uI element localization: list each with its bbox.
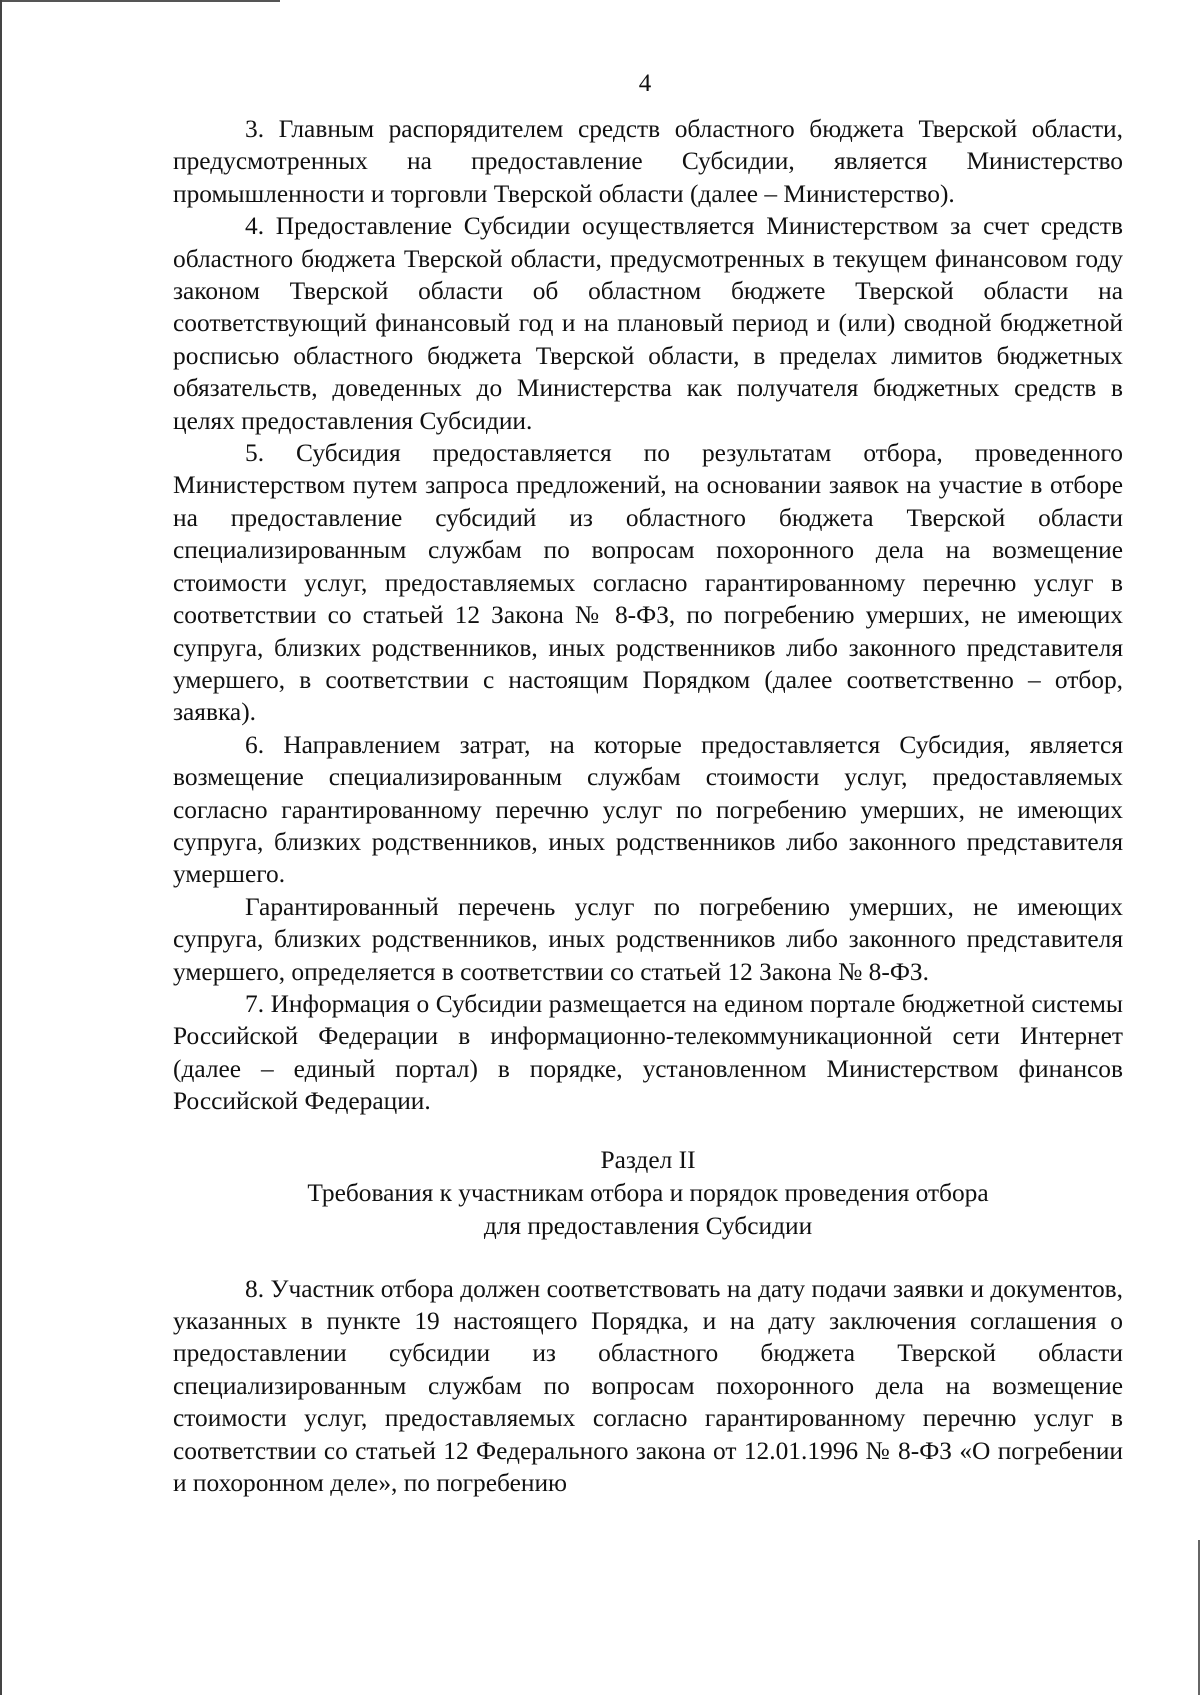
paragraph-8: 8. Участник отбора должен соответствовать на дату подачи заявки и документов, указанных в пункте 19 настоящего Порядка, и на дату заключения соглашения о предоставлении субсидии из областного бюджета Тверской области специализированным службам по вопросам похоронного дела на возмещение стоимости услуг, предоставляемых согласно гарантированному перечню услуг в соответствии со статьей 12 Федерального закона от 12.01.1996 № 8-ФЗ «О погребении и похоронном деле», по погребению — [173, 1274, 1123, 1498]
paragraph-7: 7. Информация о Субсидии размещается на едином портале бюджетной системы Российской Федерации в информационно-телекоммуникационной сети Интернет (далее – единый портал) в порядке, установленном Министерством финансов Российской Федерации. — [173, 989, 1123, 1116]
section-heading — [173, 1144, 1123, 1243]
section-title-line-1: Требования к участникам отбора и порядок проведения отбора — [307, 1178, 989, 1207]
scan-edge-top — [0, 0, 280, 2]
paragraph-6-continued: Гарантированный перечень услуг по погребению умерших, не имеющих супруга, близких родственников, иных родственников либо законного представителя умершего, определяется в соответствии со статьей 12 Закона № 8-ФЗ. — [173, 892, 1123, 986]
scan-edge-left — [0, 0, 2, 1695]
paragraph-3: 3. Главным распорядителем средств областного бюджета Тверской области, предусмотренных на предоставление Субсидии, является Министерство промышленности и торговли Тверской области (далее – Министерство). — [173, 115, 1123, 208]
page-number: 4 — [638, 70, 652, 97]
paragraph-4: 4. Предоставление Субсидии осуществляется Министерством за счет средств областного бюджета Тверской области, предусмотренных в текущем финансовом году законом Тверской области об областном бюджете Тверской области на соответствующий финансовый год и на плановый период и (или) сводной бюджетной росписью областного бюджета Тверской области, в пределах лимитов бюджетных обязательств, доведенных до Министерства как получателя бюджетных средств в целях предоставления Субсидии. — [173, 212, 1123, 435]
section-title-line-2: для предоставления Субсидии — [483, 1211, 813, 1240]
paragraph-5: 5. Субсидия предоставляется по результатам отбора, проведенного Министерством путем запроса предложений, на основании заявок на участие в отборе на предоставление субсидий из областного бюджета Тверской области специализированным службам по вопросам похоронного дела на возмещение стоимости услуг, предоставляемых согласно гарантированному перечню услуг в соответствии со статьей 12 Закона № 8-ФЗ, по погребению умерших, не имеющих супруга, близких родственников, иных родственников либо законного представителя умершего, в соответствии с настоящим Порядком (далее соответственно – отбор, заявка). — [173, 439, 1123, 727]
section-number: Раздел II — [600, 1145, 696, 1174]
paragraph-6: 6. Направлением затрат, на которые предоставляется Субсидия, является возмещение специализированным службам стоимости услуг, предоставляемых согласно гарантированному перечню услуг по погребению умерших, не имеющих супруга, близких родственников, иных родственников либо законного представителя умершего. — [173, 730, 1123, 889]
document-body — [173, 113, 1123, 1499]
